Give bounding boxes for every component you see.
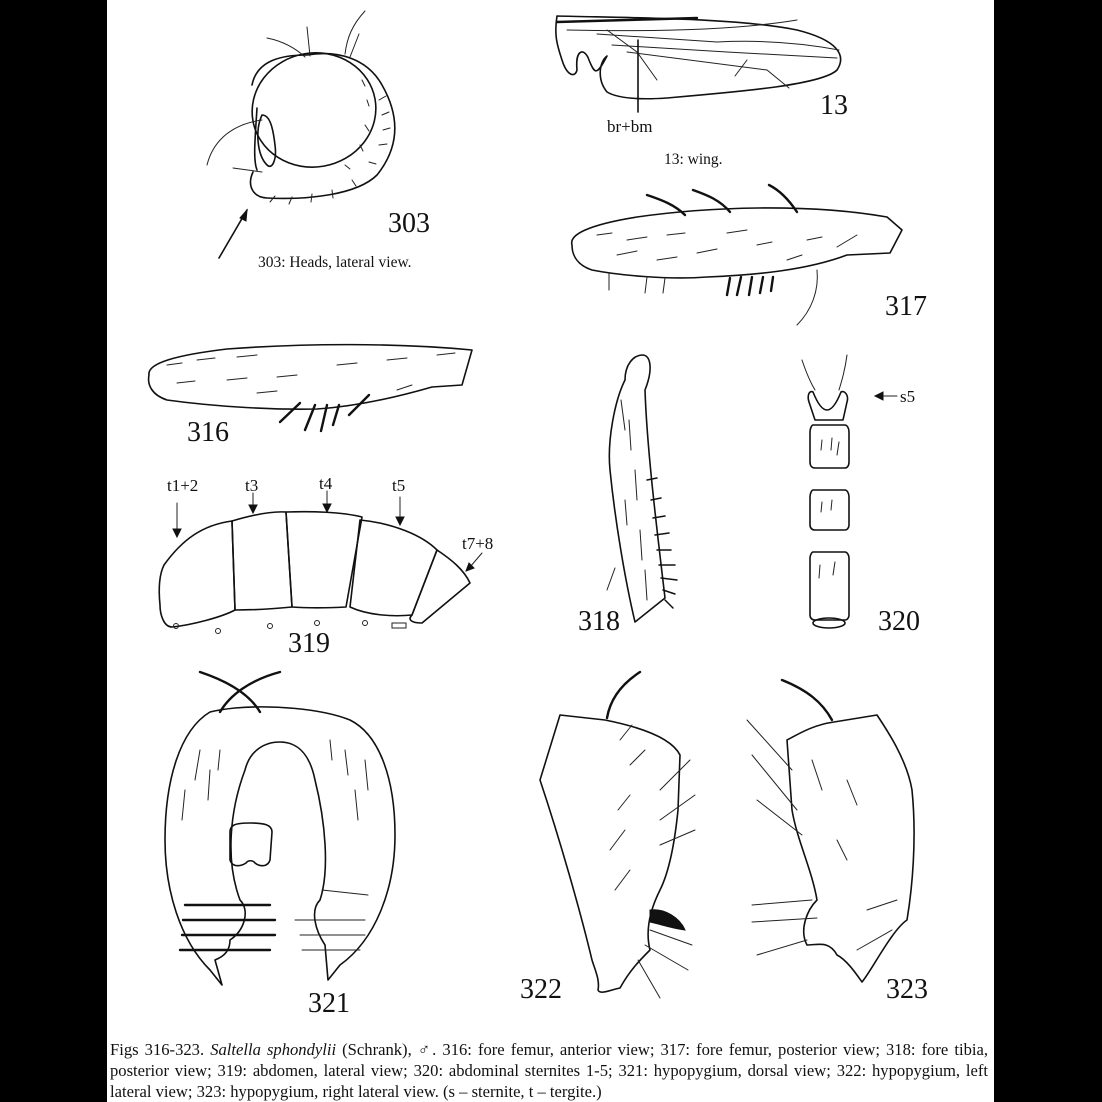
label-s5: s5 [900, 387, 916, 406]
sternites-drawing [787, 350, 987, 640]
figure-13-wing [537, 0, 877, 210]
tibia-drawing [585, 350, 705, 640]
figure-caption [110, 1039, 988, 1102]
figure-320-sternites [787, 350, 987, 640]
figure-303-head [107, 0, 447, 300]
label-t4: t4 [319, 474, 333, 493]
label-t1-2: t1+2 [167, 476, 199, 495]
figure-number-322: 322 [520, 974, 562, 1005]
figure-317-fore-femur-posterior [557, 185, 947, 345]
figure-323-hypopygium-right-lateral [737, 660, 967, 1020]
caption-body: 316: fore femur, anterior view; 317: fore femur, posterior view; 318: fore tibia, posterior view; 319: abdomen, lateral view; 320: abdominal sternites 1-5; 321: hypopygium, dorsal view; 322: hypopygium, left lateral view; 323: hypopygium, right lateral view. (s – sternite, t – tergite.) [110, 1040, 988, 1101]
hypopygium-right-drawing [737, 660, 967, 1020]
callout-br-bm: br+bm [607, 117, 653, 136]
figure-318-fore-tibia [578, 350, 705, 640]
figure-number-319: 319 [288, 628, 330, 659]
caption-prefix: Figs 316-323. [110, 1040, 211, 1059]
label-t5: t5 [392, 476, 406, 495]
figure-321-hypopygium-dorsal [150, 660, 410, 1020]
figure-316-fore-femur-anterior [137, 335, 507, 455]
label-t3: t3 [245, 476, 259, 495]
caption-author-sex: (Schrank), ♂. [336, 1040, 443, 1059]
figure-number-303: 303 [388, 208, 430, 239]
figure-number-320: 320 [878, 606, 920, 637]
hypopygium-left-drawing [520, 660, 720, 1020]
figure-number-323: 323 [886, 974, 928, 1005]
label-t7-8: t7+8 [462, 534, 494, 553]
caption-species: Saltella sphondylii [210, 1040, 337, 1059]
figure-322-hypopygium-left-lateral [520, 660, 720, 1020]
figure-caption-303: 303: Heads, lateral view. [258, 254, 412, 271]
figure-number-321: 321 [308, 988, 350, 1019]
figure-number-318: 318 [578, 606, 620, 637]
hypopygium-dorsal-drawing [150, 660, 410, 1020]
figure-319-abdomen-lateral [152, 465, 494, 660]
figure-number-316: 316 [187, 417, 229, 448]
figure-caption-13: 13: wing. [664, 151, 723, 168]
figure-number-13: 13 [820, 90, 848, 121]
figure-plate [107, 0, 994, 1102]
figure-number-317: 317 [885, 291, 927, 322]
